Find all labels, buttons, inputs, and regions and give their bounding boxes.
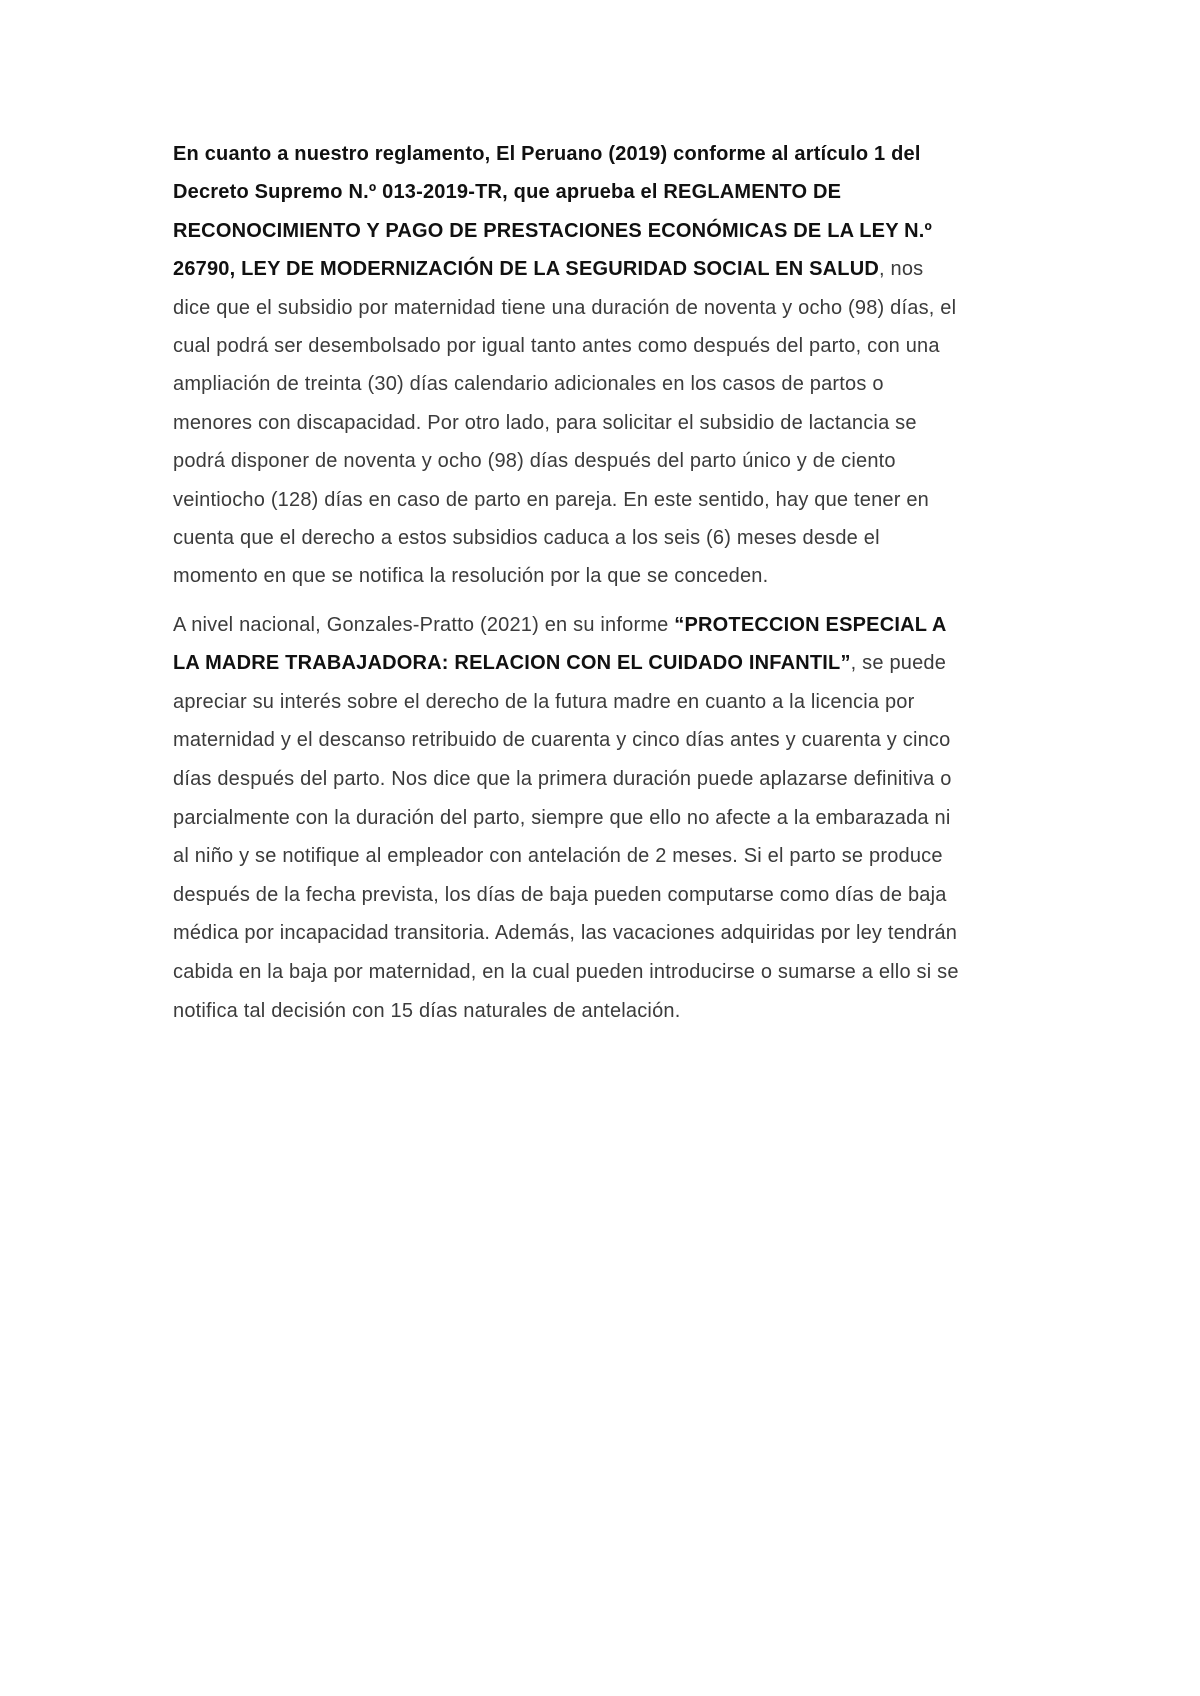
text-line — [173, 327, 1035, 365]
text-line — [173, 442, 1035, 480]
text-line — [173, 799, 1035, 838]
text-line — [173, 557, 1035, 595]
text-run: menores con discapacidad. Por otro lado, para solicitar el subsidio de lactancia se — [173, 411, 917, 434]
text-run: podrá disponer de noventa y ocho (98) días después del parto único y de ciento — [173, 450, 896, 473]
paragraph-nivel-nacional — [173, 606, 1035, 1031]
bold-text-run: Decreto Supremo N.º 013-2019-TR, que aprueba el REGLAMENTO DE — [173, 181, 842, 204]
text-line — [173, 644, 1035, 683]
text-line — [173, 760, 1035, 799]
text-line — [173, 837, 1035, 876]
text-run: apreciar su interés sobre el derecho de la futura madre en cuanto a la licencia por — [173, 690, 915, 713]
bold-text-run: LA MADRE TRABAJADORA: RELACION CON EL CUIDADO INFANTIL” — [173, 652, 851, 675]
text-run: al niño y se notifique al empleador con antelación de 2 meses. Si el parto se produce — [173, 845, 943, 868]
text-line — [173, 481, 1035, 519]
bold-text-run: 26790, LEY DE MODERNIZACIÓN DE LA SEGURIDAD SOCIAL EN SALUD — [173, 258, 879, 281]
text-run: maternidad y el descanso retribuido de cuarenta y cinco días antes y cuarenta y cinco — [173, 729, 951, 752]
text-line — [173, 289, 1035, 327]
text-line — [173, 519, 1035, 557]
paragraph-reglamento — [173, 135, 1035, 596]
text-line — [173, 721, 1035, 760]
text-run: dice que el subsidio por maternidad tiene una duración de noventa y ocho (98) días, el — [173, 296, 957, 319]
text-line — [173, 212, 1035, 250]
text-line — [173, 914, 1035, 953]
text-run: A nivel nacional, Gonzales-Pratto (2021) en su informe — [173, 613, 675, 636]
text-run: ampliación de treinta (30) días calendario adicionales en los casos de partos o — [173, 373, 884, 396]
text-line — [173, 365, 1035, 403]
text-line — [173, 992, 1035, 1031]
text-run: veintiocho (128) días en caso de parto en pareja. En este sentido, hay que tener en — [173, 488, 929, 511]
text-run: , nos — [878, 258, 924, 281]
bold-text-run: “PROTECCION ESPECIAL A — [674, 613, 947, 636]
text-line — [173, 135, 1035, 173]
text-run: parcialmente con la duración del parto, siempre que ello no afecte a la embarazada ni — [173, 806, 951, 829]
text-line — [173, 683, 1035, 722]
text-line — [173, 876, 1035, 915]
text-run: después de la fecha prevista, los días de baja pueden computarse como días de baja — [173, 883, 947, 906]
text-line — [173, 404, 1035, 442]
document-body — [173, 135, 1035, 1040]
text-line — [173, 953, 1035, 992]
text-line — [173, 250, 1035, 288]
text-run: cual podrá ser desembolsado por igual tanto antes como después del parto, con una — [173, 334, 940, 357]
bold-text-run: RECONOCIMIENTO Y PAGO DE PRESTACIONES ECONÓMICAS DE LA LEY N.º — [173, 219, 933, 242]
text-line — [173, 606, 1035, 645]
text-run: médica por incapacidad transitoria. Además, las vacaciones adquiridas por ley tendrán — [173, 922, 958, 945]
text-run: días después del parto. Nos dice que la primera duración puede aplazarse definitiva o — [173, 768, 952, 791]
text-run: cuenta que el derecho a estos subsidios caduca a los seis (6) meses desde el — [173, 526, 880, 549]
text-line — [173, 173, 1035, 211]
bold-text-run: En cuanto a nuestro reglamento, El Peruano (2019) conforme al artículo 1 del — [173, 143, 921, 165]
text-run: notifica tal decisión con 15 días naturales de antelación. — [173, 999, 681, 1022]
text-run: , se puede — [850, 652, 947, 675]
text-run: cabida en la baja por maternidad, en la cual pueden introducirse o sumarse a ello si se — [173, 961, 959, 984]
text-run: momento en que se notifica la resolución por la que se conceden. — [173, 565, 769, 588]
